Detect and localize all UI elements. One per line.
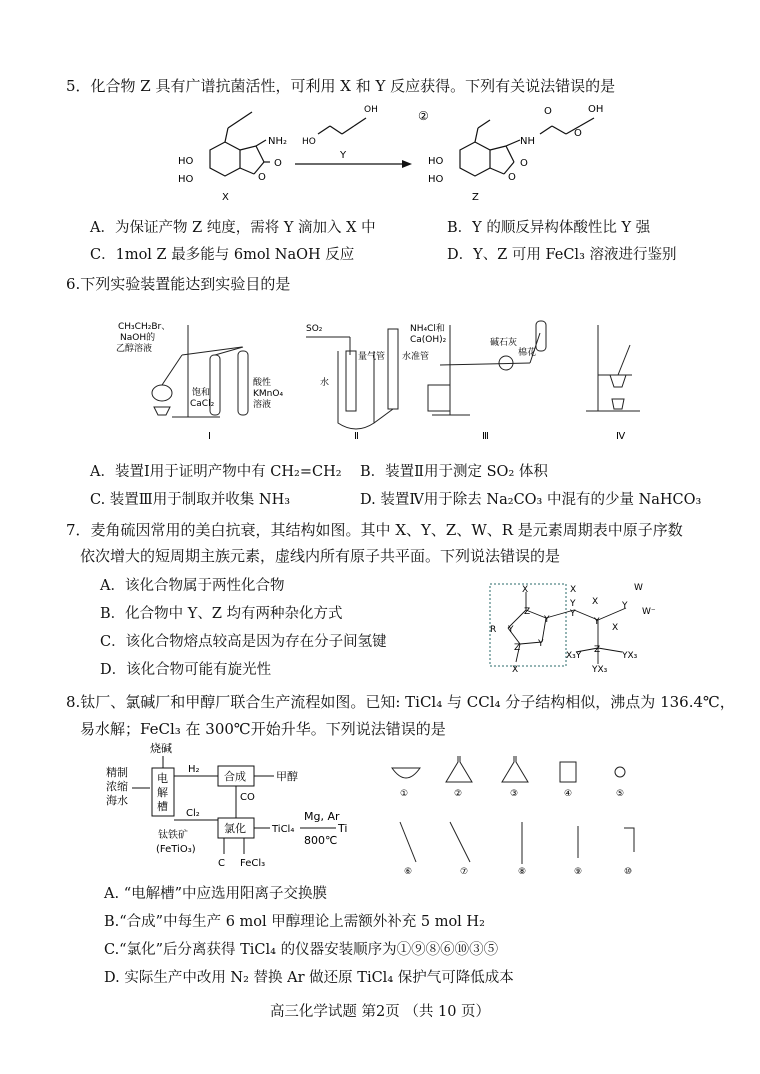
flow-h2: H₂ [188, 764, 200, 775]
apparatus-10 [624, 828, 634, 852]
struct-x-3: X [570, 585, 577, 595]
q6-reagent-1b: NaOH的 [120, 333, 156, 343]
struct-x-4: X [592, 597, 599, 607]
q8-option-b: B.“合成”中每生产 6 mol 甲醇理论上需额外补充 5 mol H₂ [104, 914, 485, 930]
z-oh: OH [588, 104, 604, 115]
x-nh2: NH₂ [268, 136, 288, 147]
question-7-stem-2: 依次增大的短周期主族元素，虚线内所有原子共平面。下列说法错误的是 [80, 547, 561, 565]
apparatus-label-2: ② [454, 789, 463, 799]
reaction-arrow-head [402, 160, 412, 168]
struct-y-7: Y [622, 601, 628, 611]
z-ho-top: HO [428, 156, 444, 167]
q6-option-b: B．装置Ⅱ用于测定 SO₂ 体积 [360, 464, 548, 480]
apparatus-iv [586, 325, 640, 411]
z-ring-o: O [508, 172, 516, 183]
apparatus-2 [446, 756, 472, 782]
struct-y-1: Y [508, 625, 514, 635]
q6-water: 水 [320, 378, 330, 388]
q5-option-a: A．为保证产物 Z 纯度，需将 Y 滴加入 X 中 [90, 220, 376, 236]
flow-ticl4: TiCl₄ [272, 824, 295, 835]
q7-option-d: D．该化合物可能有旋光性 [100, 662, 272, 678]
q8-option-c: C.“氯化”后分离获得 TiCl₄ 的仪器安装顺序为①⑨⑧⑥⑩③⑤ [104, 942, 499, 958]
apparatus-label-9: ⑨ [574, 867, 583, 877]
struct-y-3: Y [538, 639, 544, 649]
q6-soda-lime: 碱石灰 [490, 338, 518, 348]
q7-option-a: A．该化合物属于两性化合物 [100, 578, 285, 594]
flow-methanol: 甲醇 [276, 770, 298, 783]
flow-seawater-1: 精制 [106, 766, 128, 779]
label-y: Y [340, 150, 347, 161]
q7-option-c: C．该化合物熔点较高是因为存在分子间氢键 [100, 634, 387, 650]
q6-tube-1: 量气管 [358, 352, 386, 362]
q6-nh4cl: NH₄Cl和 [410, 324, 445, 334]
molecule-y [318, 118, 366, 134]
q7-option-b: B．化合物中 Y、Z 均有两种杂化方式 [100, 606, 343, 622]
apparatus-label-3: ③ [510, 789, 519, 799]
question-7-stem-1: 7．麦角硫因常用的美白抗衰，其结构如图。其中 X、Y、Z、W、R 是元素周期表中原子序数 [66, 521, 683, 539]
q8-flow-chart [100, 742, 360, 874]
z-amide-o: O [544, 106, 552, 117]
x-ho-bottom: HO [178, 174, 194, 185]
x-carbonyl-o: O [274, 158, 282, 169]
z-ho-bottom: HO [428, 174, 444, 185]
flow-cl2: Cl₂ [186, 808, 200, 819]
question-6-stem: 6.下列实验装置能达到实验目的是 [66, 275, 291, 293]
flow-caustic: 烧碱 [150, 742, 172, 755]
question-8-stem-1: 8.钛厂、氯碱厂和甲醇厂联合生产流程如图。已知: TiCl₄ 与 CCl₄ 分子结构相似，沸点为 136.4℃， [66, 693, 735, 711]
apparatus-label-4: ④ [564, 789, 573, 799]
flow-cond-2: 800℃ [304, 834, 338, 847]
struct-x3y: X₃Y [566, 651, 582, 661]
struct-yx3-1: YX₃ [622, 651, 638, 661]
apparatus-6 [400, 822, 416, 862]
struct-x-5: X [612, 623, 619, 633]
q7-structure [486, 578, 696, 688]
q6-kmno4-b: KMnO₄ [253, 389, 284, 399]
q6-reagent-1: CH₃CH₂Br、 [118, 322, 171, 332]
z-acid-o: O [574, 128, 582, 139]
struct-w-minus: W⁻ [642, 607, 656, 617]
q6-cacl2-b: CaCl₂ [190, 399, 215, 409]
q6-cotton: 棉花 [518, 348, 537, 358]
flow-ore-1: 钛铁矿 [158, 830, 188, 841]
apparatus-label-7: ⑦ [460, 867, 469, 877]
label-apparatus-iii: Ⅲ [482, 431, 489, 442]
flow-ti: Ti [338, 822, 348, 835]
label-apparatus-ii: Ⅱ [354, 431, 359, 442]
q6-so2: SO₂ [306, 324, 323, 334]
flow-ore-2: (FeTiO₃) [156, 844, 196, 855]
struct-z-2: Z [514, 643, 521, 653]
apparatus-label-10: ⑩ [624, 867, 633, 877]
flow-co: CO [240, 792, 255, 803]
q6-reagent-1c: 乙醇溶液 [116, 344, 153, 354]
flow-chlor: 氯化 [224, 822, 246, 835]
apparatus-label-6: ⑥ [404, 867, 413, 877]
struct-yx3-2: YX₃ [592, 665, 608, 675]
y-oh: OH [364, 105, 378, 115]
q5-option-c: C．1mol Z 最多能与 6mol NaOH 反应 [90, 247, 355, 263]
q6-option-d: D. 装置Ⅳ用于除去 Na₂CO₃ 中混有的少量 NaHCO₃ [360, 492, 702, 508]
z-carbonyl-o: O [520, 158, 528, 169]
struct-x-2: X [512, 665, 519, 675]
label-z: Z [472, 192, 479, 203]
q8-apparatus-list [380, 746, 730, 878]
q8-option-a: A. “电解槽”中应选用阳离子交换膜 [104, 886, 328, 902]
struct-w: W [634, 583, 643, 593]
apparatus-label-1: ① [400, 789, 409, 799]
z-nh: NH [520, 136, 535, 147]
molecule-x [210, 112, 270, 176]
struct-y-5: Y [570, 609, 576, 619]
struct-y-2: Y [544, 615, 550, 625]
struct-x-1: X [522, 585, 529, 595]
struct-z-1: Z [524, 607, 531, 617]
q5-option-d: D．Y、Z 可用 FeCl₃ 溶液进行鉴别 [447, 247, 677, 263]
x-ring-o: O [258, 172, 266, 183]
q6-kmno4-a: 酸性 [253, 378, 272, 388]
apparatus-label-8: ⑧ [518, 867, 527, 877]
planar-region-box [490, 584, 566, 666]
q8-option-d: D. 实际生产中改用 N₂ 替换 Ar 做还原 TiCl₄ 保护气可降低成本 [104, 970, 514, 986]
y-ho: HO [302, 137, 316, 147]
q6-cacl2-a: 饱和 [192, 388, 211, 398]
flow-cell-1: 电 [157, 772, 168, 785]
q6-option-a: A．装置Ⅰ用于证明产物中有 CH₂=CH₂ [90, 464, 342, 480]
flow-seawater-3: 海水 [106, 794, 128, 807]
q5-reaction-scheme [170, 100, 610, 210]
apparatus-1 [392, 768, 420, 778]
struct-y-6: Y [594, 617, 600, 627]
label-x: X [222, 192, 229, 203]
x-ho-top: HO [178, 156, 194, 167]
q6-apparatus-figure [110, 315, 670, 445]
label-apparatus-iv: Ⅳ [616, 431, 626, 442]
struct-y-4: Y [570, 599, 576, 609]
struct-r: R [490, 625, 497, 635]
flow-c: C [218, 858, 225, 869]
apparatus-label-5: ⑤ [616, 789, 625, 799]
apparatus-4 [560, 762, 576, 782]
q5-option-b: B．Y 的顺反异构体酸性比 Y 强 [447, 220, 651, 236]
flow-synth: 合成 [224, 770, 246, 783]
apparatus-5 [615, 767, 625, 777]
struct-z-3: Z [594, 645, 601, 655]
q6-tube-2: 水准管 [402, 352, 430, 362]
q6-caoh2: Ca(OH)₂ [410, 335, 447, 345]
q6-option-c: C. 装置Ⅲ用于制取并收集 NH₃ [90, 492, 291, 508]
apparatus-3 [502, 756, 528, 782]
flow-cell-2: 解 [157, 786, 168, 799]
flow-seawater-2: 浓缩 [106, 780, 128, 793]
apparatus-7 [450, 822, 470, 862]
label-apparatus-i: Ⅰ [208, 431, 211, 442]
flow-cond-1: Mg, Ar [304, 810, 340, 823]
page-footer: 高三化学试题 第2页 （共 10 页） [269, 1004, 491, 1020]
question-8-stem-2: 易水解；FeCl₃ 在 300℃开始升华。下列说法错误的是 [80, 720, 446, 738]
flow-cell-3: 槽 [157, 800, 168, 813]
q6-kmno4-c: 溶液 [253, 400, 272, 410]
question-5-stem: 5．化合物 Z 具有广谱抗菌活性，可利用 X 和 Y 反应获得。下列有关说法错误的是 [66, 77, 616, 95]
circle-2-marker: ② [418, 109, 429, 123]
flow-fecl3: FeCl₃ [240, 858, 266, 869]
